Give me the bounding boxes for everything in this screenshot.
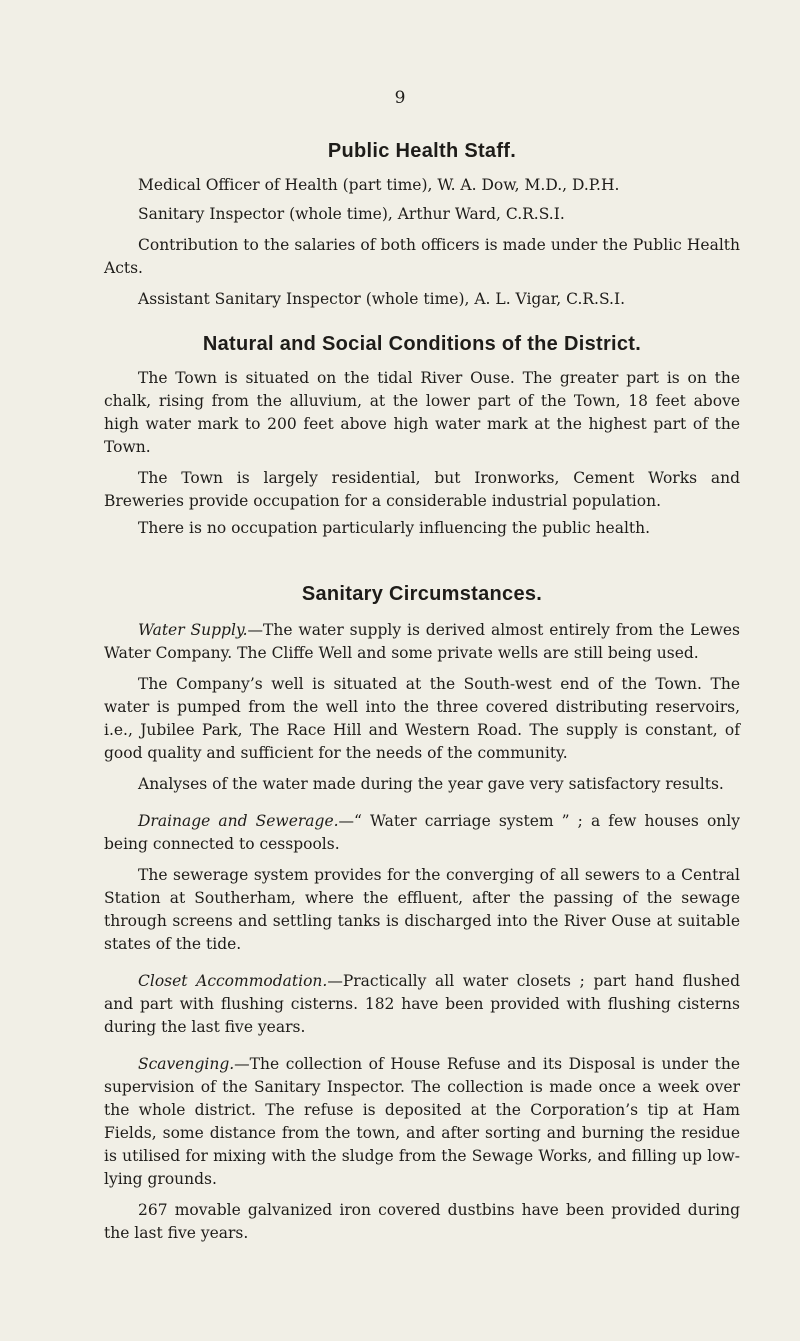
sanitary-circumstances-section xyxy=(104,583,740,1245)
paragraph-water-supply xyxy=(104,619,740,665)
closet-text: —Practically all water closets ; part hand flushed and part with flushing cisterns. 182 have been provided with flushing cisterns during the last five years. xyxy=(104,972,740,1036)
paragraph-town-residential: The Town is largely residential, but Ironworks, Cement Works and Breweries provide occupation for a considerable industrial population. xyxy=(104,469,740,510)
paragraph-water-analyses: Analyses of the water made during the year gave very satisfactory results. xyxy=(138,775,724,793)
staff-contribution-note: Contribution to the salaries of both officers is made under the Public Health Acts. xyxy=(104,236,740,277)
natural-social-conditions-section xyxy=(104,333,740,540)
staff-sanitary-inspector: Sanitary Inspector (whole time), Arthur Ward, C.R.S.I. xyxy=(138,205,565,223)
paragraph-sewerage-system: The sewerage system provides for the converging of all sewers to a Central Station at Southerham, where the effluent, after the passing of the sewage through screens and settling tanks is discharged into the River Ouse at suitable states of the tide. xyxy=(104,866,740,953)
scavenging-lead: Scavenging. xyxy=(138,1055,235,1073)
paragraph-dustbins: 267 movable galvanized iron covered dustbins have been provided during the last five years. xyxy=(104,1201,740,1242)
paragraph-closet xyxy=(104,970,740,1039)
paragraph-company-well: The Company’s well is situated at the South-west end of the Town. The water is pumped from the well into the three covered distributing reservoirs, i.e., Jubilee Park, The Race Hill and Western Road. The supply is constant, of good quality and sufficient for the needs of the community. xyxy=(104,675,740,762)
page-number: 9 xyxy=(394,88,406,108)
section-heading-public-health-staff: Public Health Staff. xyxy=(327,140,517,162)
scavenging-text: —The collection of House Refuse and its Disposal is under the supervision of the Sanitary Inspector. The collection is made once a week over the whole district. The refuse is deposited at the Corporation’s tip at Ham Fields, some distance from the town, and after sorting and burning the residue is utilised for mixing with the sludge from the Sewage Works, and filling up low-lying grounds. xyxy=(104,1055,740,1188)
paragraph-occupation: There is no occupation particularly influencing the public health. xyxy=(138,519,651,537)
section-heading-sanitary: Sanitary Circumstances. xyxy=(301,583,543,605)
closet-lead: Closet Accommodation. xyxy=(138,972,328,990)
paragraph-town-situation: The Town is situated on the tidal River Ouse. The greater part is on the chalk, rising from the alluvium, at the lower part of the Town, 18 feet above high water mark to 200 feet above high water mark at the highest part of the Town. xyxy=(104,369,740,456)
staff-medical-officer: Medical Officer of Health (part time), W. A. Dow, M.D., D.P.H. xyxy=(138,176,620,194)
water-supply-text: —The water supply is derived almost entirely from the Lewes Water Company. The Cliffe Well and some private wells are still being used. xyxy=(104,621,740,662)
drainage-lead: Drainage and Sewerage. xyxy=(138,812,339,830)
paragraph-drainage xyxy=(104,810,740,856)
public-health-staff-section xyxy=(104,140,740,311)
drainage-text: —“ Water carriage system ” ; a few houses only being connected to cesspools. xyxy=(104,812,740,853)
paragraph-scavenging xyxy=(104,1053,740,1191)
section-heading-natural-social: Natural and Social Conditions of the District. xyxy=(202,333,642,355)
water-supply-lead: Water Supply. xyxy=(138,621,248,639)
staff-assistant-inspector: Assistant Sanitary Inspector (whole time), A. L. Vigar, C.R.S.I. xyxy=(138,290,626,308)
